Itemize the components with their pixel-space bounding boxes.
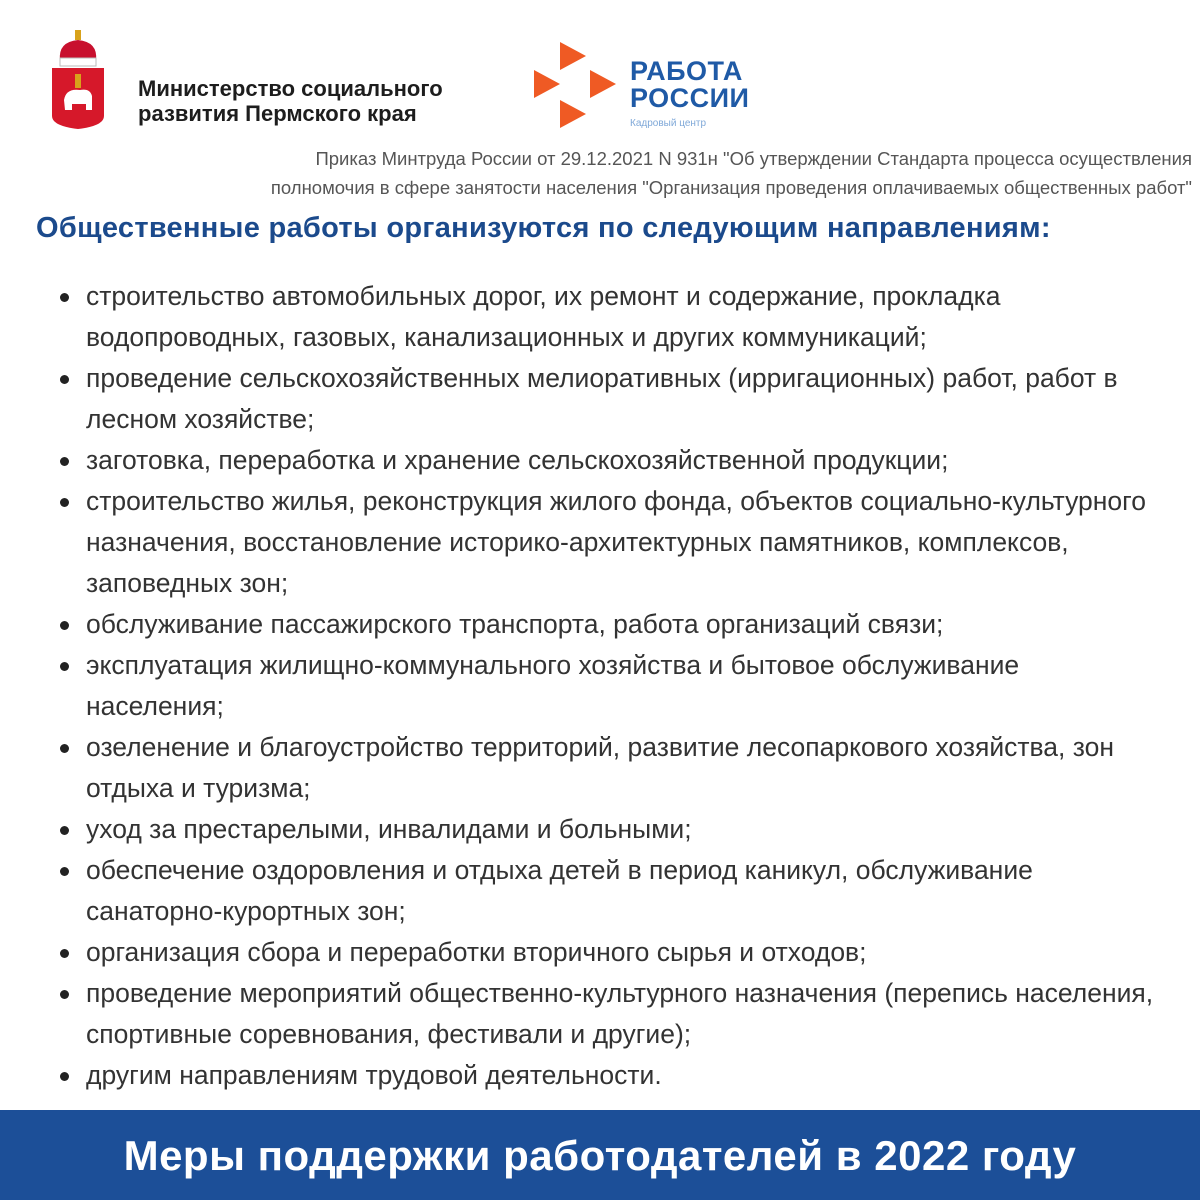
list-item xyxy=(54,604,1164,645)
order-reference xyxy=(271,144,1192,202)
bullet-icon xyxy=(60,826,69,835)
item-text: другим направлениям трудовой деятельности. xyxy=(86,1060,662,1090)
rr-line2: РОССИИ xyxy=(630,83,750,113)
bullet-icon xyxy=(60,457,69,466)
ministry-line1: Министерство социального xyxy=(138,76,443,101)
list-item xyxy=(54,809,1164,850)
footer-banner: Меры поддержки работодателей в 2022 году xyxy=(0,1110,1200,1200)
list-item xyxy=(54,276,1164,358)
list-item xyxy=(54,645,1164,727)
list-item xyxy=(54,973,1164,1055)
ministry-name xyxy=(138,76,443,126)
list-item xyxy=(54,481,1164,604)
item-text: строительство автомобильных дорог, их ремонт и содержание, прокладка водопроводных, газовых, канализационных и других коммуникаций; xyxy=(86,281,1001,352)
list-item xyxy=(54,1055,1164,1096)
bullet-icon xyxy=(60,949,69,958)
page-title: Общественные работы организуются по следующим направлениям: xyxy=(36,212,1051,244)
order-line2: полномочия в сфере занятости населения "Организация проведения оплачиваемых общественных работ" xyxy=(270,177,1192,198)
list-item xyxy=(54,358,1164,440)
item-text: озеленение и благоустройство территорий, развитие лесопаркового хозяйства, зон отдыха и туризма; xyxy=(86,732,1114,803)
order-line1: Приказ Минтруда России от 29.12.2021 N 931н "Об утверждении Стандарта процесса осуществления xyxy=(315,148,1192,169)
bullet-icon xyxy=(60,662,69,671)
ministry-line2: развития Пермского края xyxy=(138,101,417,126)
bullet-icon xyxy=(60,375,69,384)
bullet-icon xyxy=(60,621,69,630)
list-item xyxy=(54,850,1164,932)
list-item xyxy=(54,932,1164,973)
bullet-icon xyxy=(60,867,69,876)
item-text: проведение мероприятий общественно-культурного назначения (перепись населения, спортивные соревнования, фестивали и другие); xyxy=(86,978,1154,1049)
item-text: организация сбора и переработки вторичного сырья и отходов; xyxy=(86,937,867,967)
item-text: уход за престарелыми, инвалидами и больными; xyxy=(86,814,692,844)
item-text: заготовка, переработка и хранение сельскохозяйственной продукции; xyxy=(86,445,949,475)
item-text: эксплуатация жилищно-коммунального хозяйства и бытовое обслуживание населения; xyxy=(86,650,1020,721)
perm-krai-coat-of-arms-icon xyxy=(50,30,106,130)
list-item xyxy=(54,440,1164,481)
rr-line1: РАБОТА xyxy=(630,56,743,86)
bullet-icon xyxy=(60,293,69,302)
item-text: обеспечение оздоровления и отдыха детей в период каникул, обслуживание санаторно-курортных зон; xyxy=(86,855,1033,926)
item-text: обслуживание пассажирского транспорта, работа организаций связи; xyxy=(86,609,944,639)
list-item xyxy=(54,727,1164,809)
bullet-icon xyxy=(60,990,69,999)
rr-subtitle: Кадровый центр xyxy=(630,118,707,129)
item-text: строительство жилья, реконструкция жилого фонда, объектов социально-культурного назначения, восстановление историко-архитектурных памятников, комплексов, заповедных зон; xyxy=(86,486,1146,598)
item-text: проведение сельскохозяйственных мелиоративных (ирригационных) работ, работ в лесном хозяйстве; xyxy=(86,363,1118,434)
rabota-rossii-wordmark xyxy=(630,58,749,112)
bullet-icon xyxy=(60,744,69,753)
bullet-icon xyxy=(60,498,69,507)
rabota-rossii-logo-icon xyxy=(534,42,618,128)
bullet-icon xyxy=(60,1072,69,1081)
work-directions-list xyxy=(54,276,1164,1096)
